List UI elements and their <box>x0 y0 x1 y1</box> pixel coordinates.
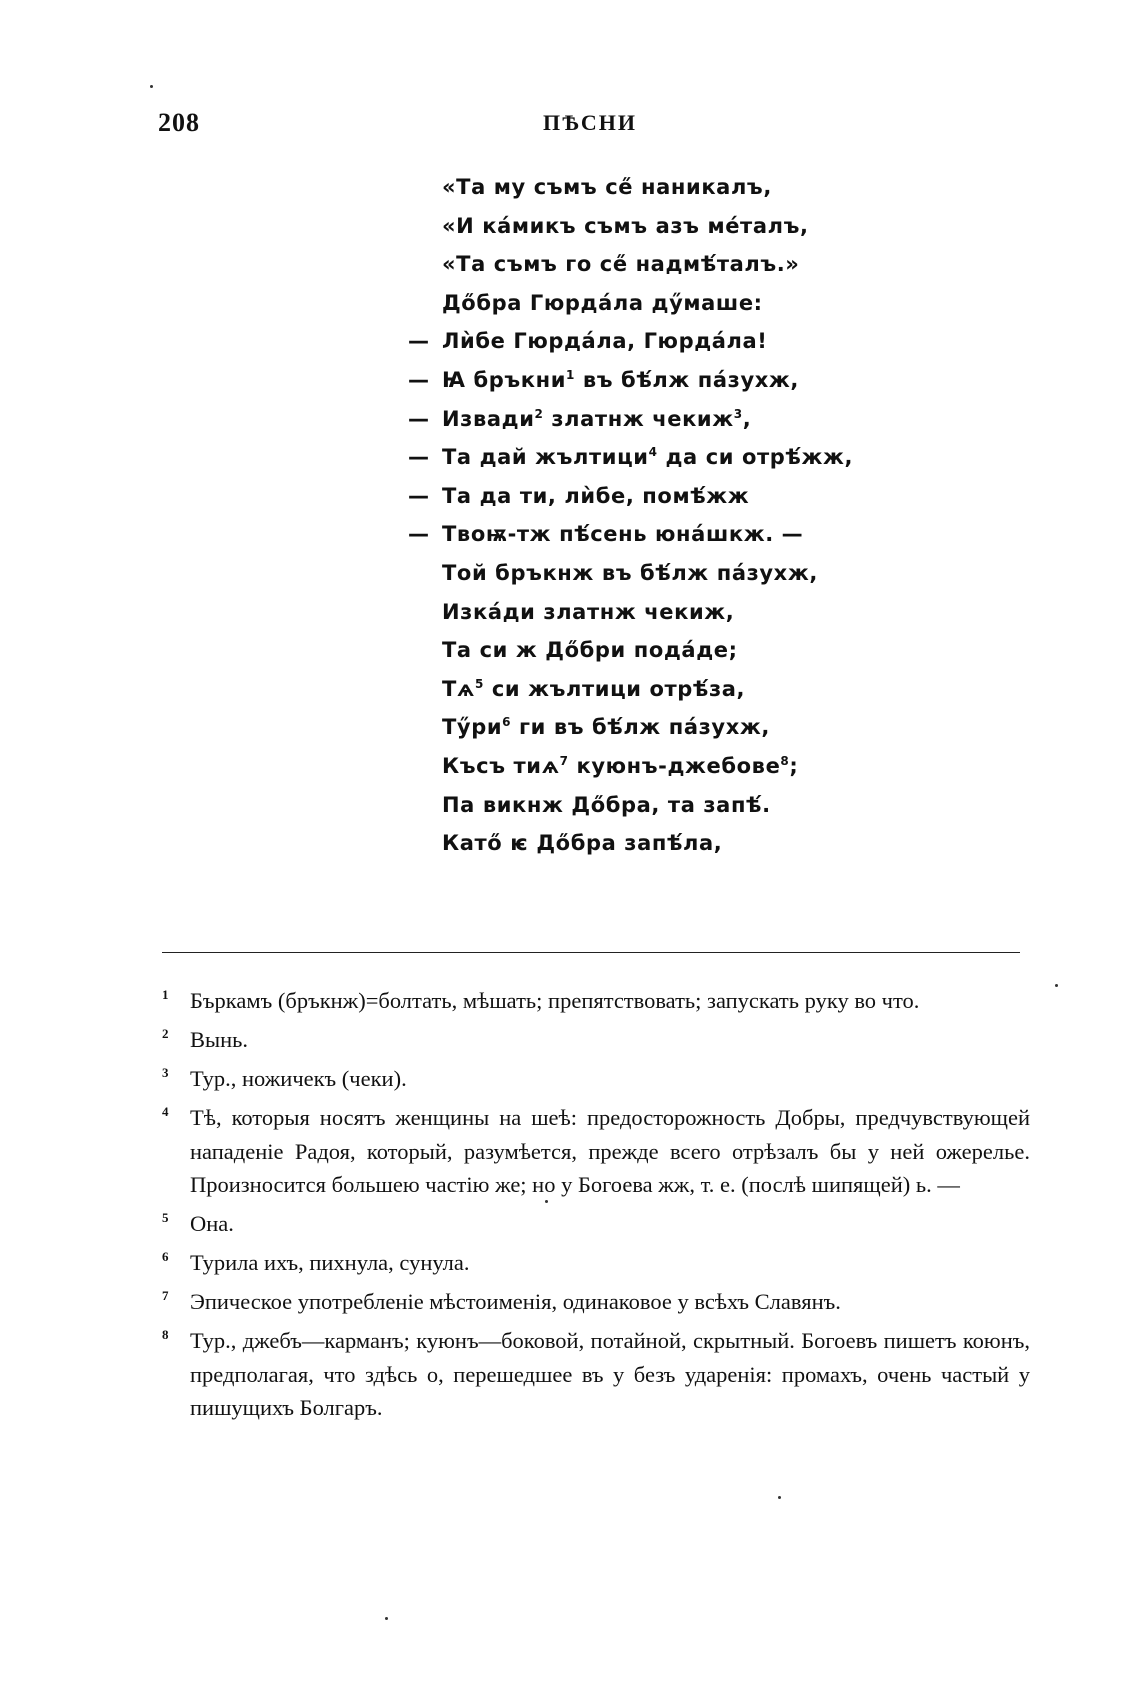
verse-text: Късъ тиѧ <box>442 753 560 778</box>
verse-text: «Та съмъ го се̋ надмѣ́талъ.» <box>442 252 800 277</box>
footnote-ref: 5 <box>475 676 484 691</box>
footnote-ref: 1 <box>566 367 575 382</box>
verse-text: Ꙗ бръкни <box>442 367 567 392</box>
verse-line <box>408 515 1008 554</box>
verse-text: , <box>742 406 752 431</box>
footnote-number: 4 <box>162 1104 169 1119</box>
verse-dash: — <box>408 329 430 354</box>
verse-line <box>408 207 1008 246</box>
verse-dash: — <box>408 367 430 392</box>
verse-line <box>408 322 1008 361</box>
footnote-number: 6 <box>162 1249 169 1264</box>
footnote <box>162 984 1030 1018</box>
footnote <box>162 1324 1030 1425</box>
footnote <box>162 1062 1030 1096</box>
verse-line <box>408 245 1008 284</box>
verse-text: ; <box>789 753 799 778</box>
footnote-text: Турила ихъ, пихнула, сунула. <box>190 1250 470 1275</box>
footnote-text: Эпическое употребленіе мѣстоименія, одинаковое у всѣхъ Славянъ. <box>190 1289 841 1314</box>
verse-line <box>408 284 1008 323</box>
verse-text: Тӳри <box>442 715 503 740</box>
footnote <box>162 1207 1030 1241</box>
verse-line <box>408 670 1008 709</box>
footnote-text: Тур., ножичекъ (чеки). <box>190 1066 407 1091</box>
footnote-divider <box>162 952 1020 953</box>
footnote-ref: 7 <box>559 753 569 768</box>
footnote-ref: 6 <box>502 715 512 730</box>
footnote <box>162 1285 1030 1319</box>
footnote-ref: 2 <box>534 406 544 421</box>
print-speck <box>150 85 153 88</box>
footnote-number: 2 <box>162 1026 169 1041</box>
print-speck <box>1055 984 1058 987</box>
verse-text: Твоѭ-тж пѣ́сень юнáшкж. — <box>442 522 804 547</box>
footnote-ref: 8 <box>780 753 790 768</box>
footnote-number: 8 <box>162 1327 169 1342</box>
footnotes-list <box>162 984 1030 1430</box>
verse-line <box>408 631 1008 670</box>
verse-text: ги въ бѣ́лж пáзухж, <box>511 715 770 740</box>
verse-text: Извади <box>442 406 535 431</box>
verse-text: Като̋ ѥ До̋бра запѣ́ла, <box>442 831 723 856</box>
verse-text: златнж чекиж <box>543 406 734 431</box>
verse-text: Лѝбе Гюрдáла, Гюрдáла! <box>442 329 768 354</box>
verse-text: Той бръкнж въ бѣ́лж пáзухж, <box>442 560 818 585</box>
verse-text: Тѧ <box>442 676 475 701</box>
verse-text: Та си ж До̋бри подáде; <box>442 638 738 663</box>
verse-line <box>408 824 1008 863</box>
footnote <box>162 1246 1030 1280</box>
footnote-ref: 4 <box>648 445 658 460</box>
verse-dash: — <box>408 483 430 508</box>
verse-line <box>408 786 1008 825</box>
page-header <box>158 108 1018 148</box>
footnote-number: 1 <box>162 987 169 1002</box>
footnote-text: Тур., джебъ—карманъ; куюнъ—боковой, потайной, скрытный. Богоевъ пишетъ коюнъ, предполагая, что здѣсь о, перешедшее въ у безъ ударенія: промахъ, очень частый у пишущихъ Болгаръ. <box>190 1328 1030 1420</box>
verse-line <box>408 438 1008 477</box>
verse-text: Па викнж До̋бра, та запѣ́. <box>442 792 771 817</box>
footnote-text: Бъркамъ (бръкнж)=болтать, мѣшать; препятствовать; запускать руку во что. <box>190 988 920 1013</box>
verse-text: въ бѣ́лж пáзухж, <box>574 367 799 392</box>
verse-text: «Та му съмъ се̋ наникалъ, <box>442 175 772 199</box>
print-speck <box>778 1496 781 1499</box>
verse-line <box>408 554 1008 593</box>
print-speck <box>385 1617 388 1620</box>
footnote-number: 3 <box>162 1065 169 1080</box>
footnote <box>162 1023 1030 1057</box>
print-speck <box>545 1200 548 1203</box>
verse-text: Та да ти, лѝбе, помѣ́жж <box>442 483 750 508</box>
verse-text: куюнъ-джебове <box>568 753 781 778</box>
running-title: ПѢСНИ <box>543 110 638 135</box>
song-verses <box>408 168 1008 863</box>
footnote-text: Она. <box>190 1211 234 1236</box>
footnote <box>162 1101 1030 1202</box>
footnote-text: Тѣ, которыя носятъ женщины на шеѣ: предосторожность Добры, предчувствующей нападеніе Радоя, который, разумѣется, прежде всего отрѣзалъ бы у ней ожерелье. Произносится большею частію же; но у Богоева жж, т. е. (послѣ шипящей) ь. — <box>190 1105 1030 1197</box>
footnote-text: Вынь. <box>190 1027 249 1052</box>
verse-line <box>408 747 1008 786</box>
verse-text: «И кáмикъ съмъ азъ мéталъ, <box>442 213 809 238</box>
verse-text: да си отрѣ́жж, <box>657 445 854 470</box>
footnote-number: 7 <box>162 1288 169 1303</box>
verse-line <box>408 361 1008 400</box>
verse-text: си жълтици отрѣ́за, <box>483 676 746 701</box>
verse-dash: — <box>408 445 430 470</box>
verse-line <box>408 708 1008 747</box>
verse-text: Та дай жълтици <box>442 445 649 470</box>
footnote-number: 5 <box>162 1210 169 1225</box>
verse-dash: — <box>408 406 430 431</box>
verse-line <box>408 168 1008 207</box>
page-number: 208 <box>158 108 200 137</box>
verse-dash: — <box>408 522 430 547</box>
verse-line <box>408 477 1008 516</box>
verse-line <box>408 400 1008 439</box>
verse-text: До̋бра Гюрдáла дӳмаше: <box>442 290 763 315</box>
verse-line <box>408 593 1008 632</box>
footnote-ref: 3 <box>733 406 743 421</box>
verse-text: Изкáди златнж чекиж, <box>442 599 735 624</box>
